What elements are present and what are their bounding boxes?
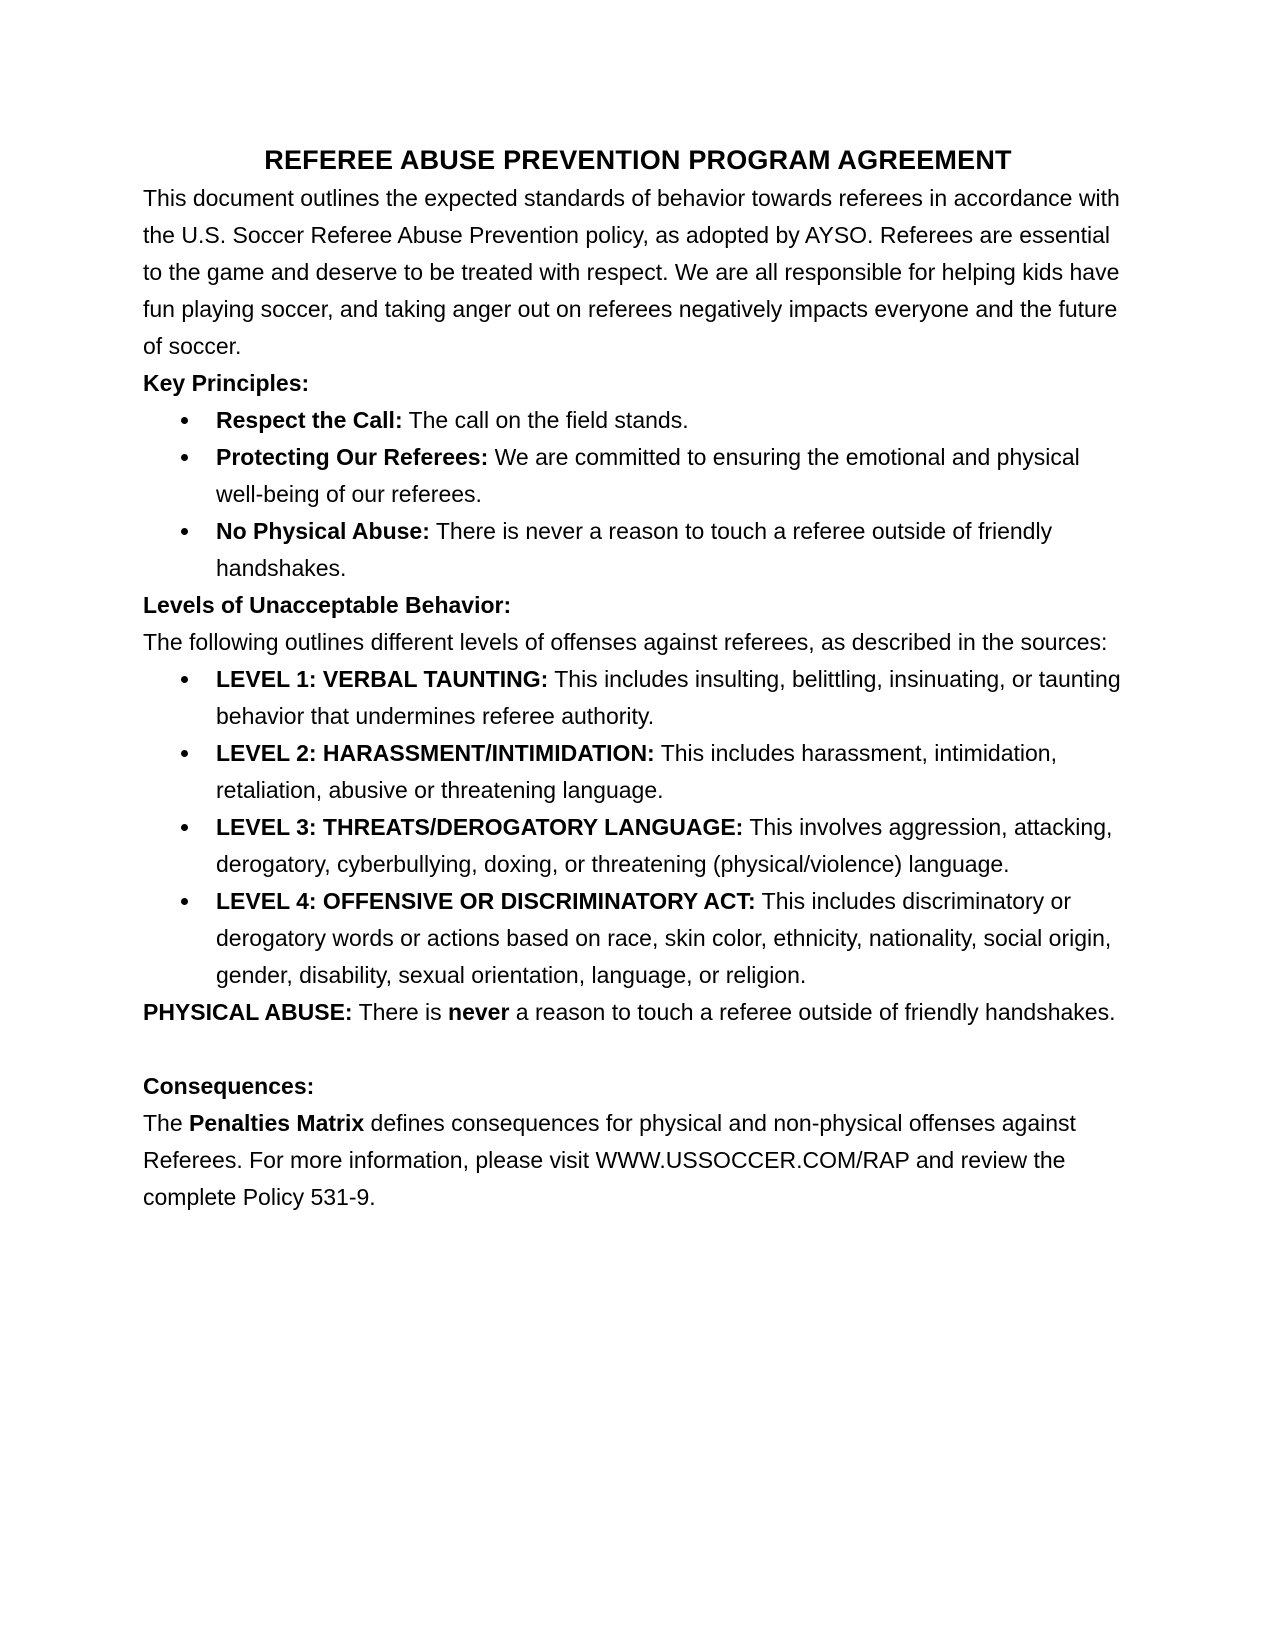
bullet-lead: LEVEL 1: VERBAL TAUNTING: [216, 666, 549, 692]
consequences-text: and review the complete Policy 531-9. [143, 1147, 1066, 1210]
bullet-lead: LEVEL 3: THREATS/DEROGATORY LANGUAGE: [216, 814, 744, 840]
document-title: REFEREE ABUSE PREVENTION PROGRAM AGREEMENT [264, 145, 1012, 175]
bullet-lead: LEVEL 4: OFFENSIVE OR DISCRIMINATORY ACT: [216, 888, 756, 914]
list-item [143, 809, 1133, 883]
physical-abuse-lead: PHYSICAL ABUSE: [143, 999, 353, 1025]
bullet-text: This includes discriminatory or derogatory words or actions based on race, skin color, ethnicity, nationality, social origin, gender, disability, sexual orientation, language, or religion. [216, 888, 1112, 988]
physical-abuse-text: a reason to touch a referee outside of friendly handshakes. [509, 999, 1116, 1025]
bullet-lead: Respect the Call: [216, 407, 403, 433]
bullet-text: There is never a reason to touch a referee outside of friendly handshakes. [216, 518, 1053, 581]
list-item [143, 661, 1133, 735]
bullet-lead: Protecting Our Referees: [216, 444, 489, 470]
penalties-matrix-phrase: Penalties Matrix [189, 1110, 365, 1136]
bullet-lead: LEVEL 2: HARASSMENT/INTIMIDATION: [216, 740, 655, 766]
consequences-heading: Consequences: [143, 1073, 315, 1099]
consequences-paragraph [143, 1105, 1133, 1216]
levels-heading: Levels of Unacceptable Behavior: [143, 592, 512, 618]
bullet-text: We are committed to ensuring the emotional and physical well-being of our referees. [216, 444, 1080, 507]
list-item [143, 513, 1133, 587]
intro-paragraph: This document outlines the expected standards of behavior towards referees in accordance with the U.S. Soccer Referee Abuse Prevention policy, as adopted by AYSO. Referees are essential to the game and deserve to be treated with respect. We are all responsible for helping kids have fun playing soccer, and taking anger out on referees negatively impacts everyone and the future of soccer. [143, 185, 1120, 359]
list-item [143, 735, 1133, 809]
key-principles-list [143, 402, 1133, 587]
physical-abuse-bold-word: never [448, 999, 510, 1025]
physical-abuse-paragraph [143, 994, 1133, 1031]
bullet-text: This includes insulting, belittling, insinuating, or taunting behavior that undermines referee authority. [216, 666, 1121, 729]
bullet-text: This involves aggression, attacking, derogatory, cyberbullying, doxing, or threatening (physical/violence) language. [216, 814, 1113, 877]
bullet-text: This includes harassment, intimidation, retaliation, abusive or threatening language. [216, 740, 1057, 803]
list-item [143, 439, 1133, 513]
levels-list [143, 661, 1133, 994]
list-item [143, 402, 1133, 439]
bullet-lead: No Physical Abuse: [216, 518, 430, 544]
key-principles-heading: Key Principles: [143, 370, 310, 396]
consequences-text: The [143, 1110, 190, 1136]
levels-intro-paragraph: The following outlines different levels of offenses against referees, as described in the sources: [143, 629, 1108, 655]
rap-url: WWW.USSOCCER.COM/RAP [595, 1147, 910, 1173]
bullet-text: The call on the field stands. [402, 407, 689, 433]
physical-abuse-text: There is [352, 999, 449, 1025]
list-item [143, 883, 1133, 994]
consequences-text: defines consequences for physical and non-physical offenses against Referees. For more information, please visit [143, 1110, 1076, 1173]
